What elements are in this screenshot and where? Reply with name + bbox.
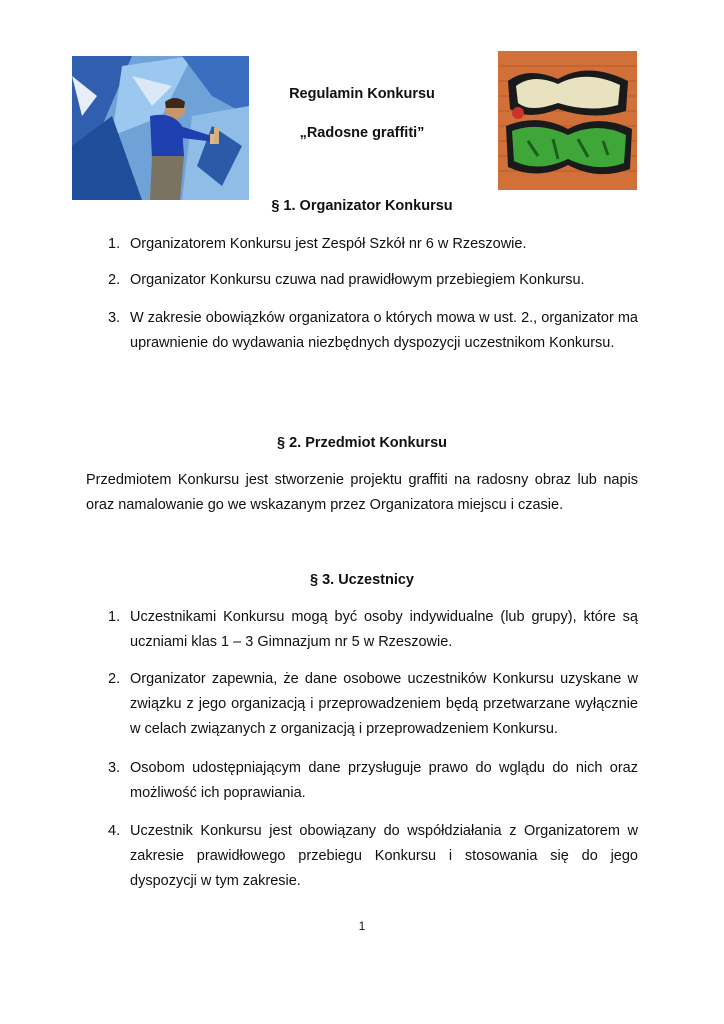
list-item [108,306,638,356]
list-item-number: 1. [108,609,121,625]
list-item-text: Organizatorem Konkursu jest Zespół Szkół nr 6 w Rzeszowie. [130,236,527,252]
section-3-heading: § 3. Uczestnicy [310,572,414,588]
graffiti-wall-image [498,51,637,190]
list-item-text: Osobom udostępniającym dane przysługuje prawo do wglądu do nich oraz możliwość ich poprawiania. [130,760,638,801]
list-item [108,232,638,257]
section-1-heading: § 1. Organizator Konkursu [271,198,453,214]
list-item [108,268,638,293]
list-item-text: Uczestnik Konkursu jest obowiązany do współdziałania z Organizatorem w zakresie prawidłowego przebiegu Konkursu i stosowania się do jego dyspozycji w tym zakresie. [130,823,638,889]
list-item [108,605,638,655]
list-item [108,756,638,806]
list-item-number: 3. [108,310,121,326]
contest-name: „Radosne graffiti” [299,125,425,141]
list-item-number: 2. [108,671,121,687]
list-item-number: 3. [108,760,121,776]
page-number: 1 [358,919,366,933]
section-2-heading: § 2. Przedmiot Konkursu [276,435,447,451]
list-item [108,819,638,894]
list-item [108,667,638,742]
list-item-number: 2. [108,272,121,288]
list-item-number: 1. [108,236,121,252]
list-item-text: Organizator Konkursu czuwa nad prawidłowym przebiegiem Konkursu. [130,272,585,288]
list-item-text: Organizator zapewnia, że dane osobowe uczestników Konkursu uzyskane w związku z jego organizacją i przeprowadzeniem będą przetwarzane wyłącznie w celach związanych z organizacją i przeprowadzeniem Konkursu. [130,671,638,737]
section-2-paragraph: Przedmiotem Konkursu jest stworzenie projektu graffiti na radosny obraz lub napis oraz namalowanie go we wskazanym przez Organizatora miejscu i czasie. [86,472,638,513]
list-item-text: Uczestnikami Konkursu mogą być osoby indywidualne (lub grupy), które są uczniami klas 1 – 3 Gimnazjum nr 5 w Rzeszowie. [130,609,638,650]
document-title: Regulamin Konkursu [289,86,435,102]
list-item-text: W zakresie obowiązków organizatora o których mowa w ust. 2., organizator ma uprawnienie do wydawania niezbędnych dyspozycji uczestnikom Konkursu. [130,310,638,351]
list-item-number: 4. [108,823,121,839]
